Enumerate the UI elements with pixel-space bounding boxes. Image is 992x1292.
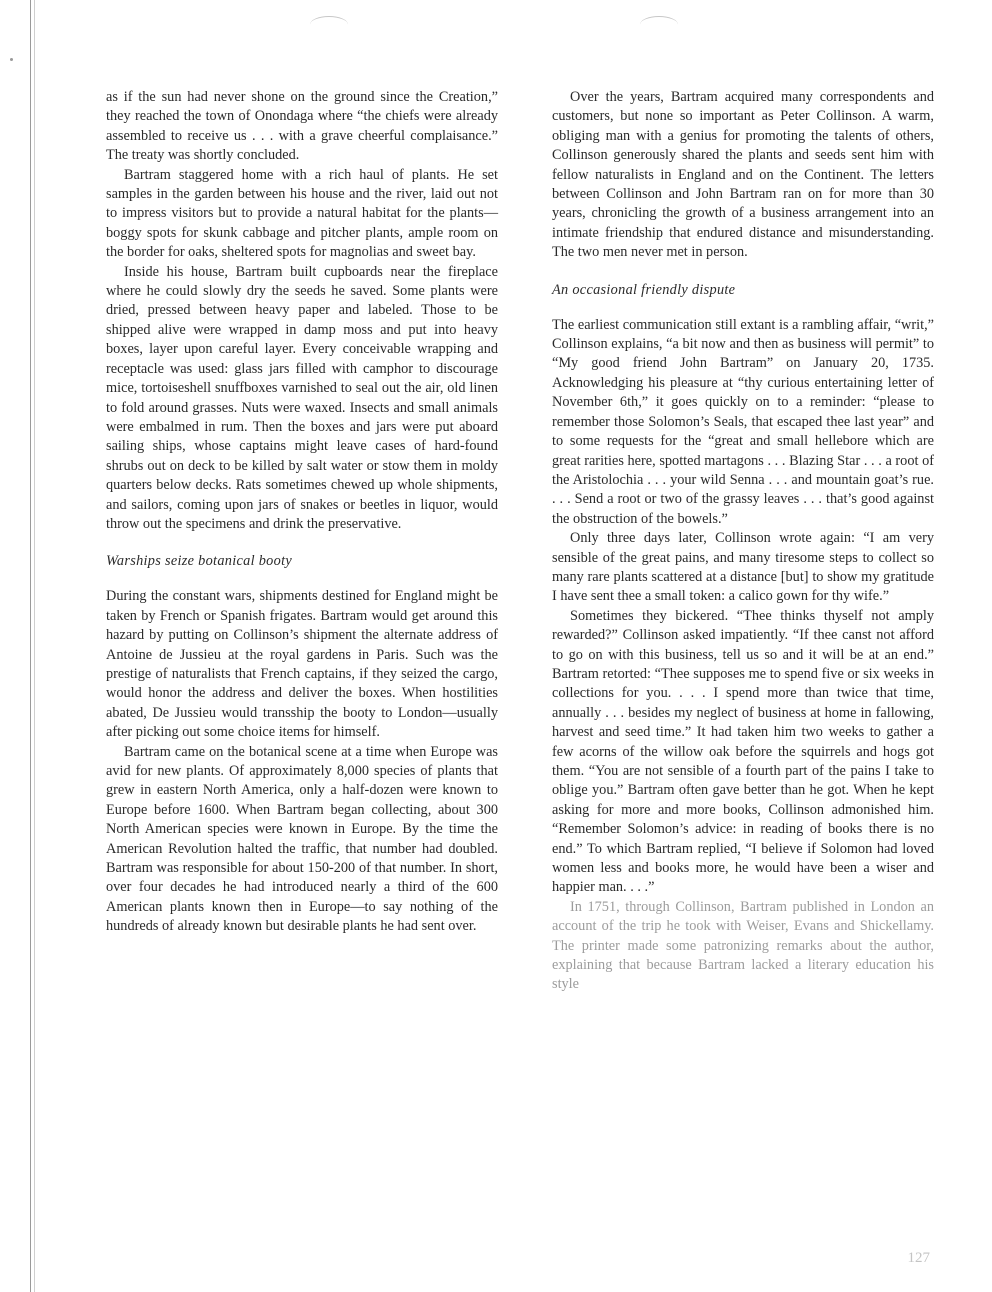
paragraph: Inside his house, Bartram built cupboards near the fireplace where he could slowly dry the seeds he saved. Some plants were dried, pressed between heavy paper and labeled. Those to be shipped alive were wrapped in damp moss and put into heavy boxes, layer upon careful layer. Every conceivable wrapping and receptacle was used: glass jars filled with camphor to discourage mice, tortoiseshell snuffboxes varnished to seal out the air, old linen to fold around grasses. Nuts were waxed. Insects and small animals were embalmed in rum. Then the boxes and jars were put aboard sailing ships, whose captains might leave cases of hard-found shrubs out on deck to be killed by salt water or stow them in moldy quarters below decks. Rats sometimes chewed up whole shipments, and sailors, coming upon jars of snakes or beetles in liquor, would throw out the specimens and drink the preservative. [106, 263, 498, 532]
paragraph: Bartram staggered home with a rich haul of plants. He set samples in the garden between his house and the river, laid out not to impress visitors but to provide a natural habitat for the plants—boggy spots for skunk cabbage and pitcher plants, ample room on the border for oaks, sheltered spots for magnolias and sweet bay. [106, 166, 498, 261]
section-heading: Warships seize botanical booty [106, 553, 292, 570]
paragraph: Sometimes they bickered. “Thee thinks thyself not amply rewarded?” Collinson asked impatiently. “If thee canst not afford to go on with this business, tell us so and it will be at an end.” Bartram retorted: “Thee supposes me to spend five or six weeks in collections for you. . . . I spend more than twice that time, annually . . . besides my neglect of business at home in fallowing, harvest and seed time.” It had taken him two weeks to gather a few acorns of the willow oak before the squirrels and hogs got them. “You are not sensible of a fourth part of the pains I take to oblige you.” Bartram often gave better than he got. When he kept asking for more and more books, Collinson admonished him. “Remember Solomon’s advice: in reading of books there is no end.” To which Bartram replied, “I believe if Solomon had loved women less and books more, he would have been a wiser and happier man. . . .” [552, 607, 934, 896]
top-scan-mark-right [640, 16, 678, 33]
margin-mark [10, 58, 13, 61]
right-column [552, 88, 934, 995]
paragraph: During the constant wars, shipments destined for England might be taken by French or Spanish frigates. Bartram would get around this hazard by putting on Collinson’s shipment the alternate address of Antoine de Jussieu at the royal gardens in Paris. Such was the prestige of naturalists that French captains, if they seized the cargo, would honor the address and deliver the boxes. When hostilities abated, De Jussieu would transship the booty to London—usually after picking out some choice items for himself. [106, 588, 498, 741]
binding-edge-line-inner [34, 0, 35, 1292]
paragraph: Over the years, Bartram acquired many correspondents and customers, but none so important as Peter Collinson. A warm, obliging man with a genius for promoting the talents of others, Collinson generously shared the plants and seeds sent him with fellow naturalists in England and on the Continent. The letters between Collinson and John Bartram ran on for more than 30 years, chronicling the growth of a business arrangement into an intimate friendship that endured distance and misunderstanding. The two men never met in person. [552, 89, 934, 261]
paragraph: In 1751, through Collinson, Bartram published in London an account of the trip he took with Weiser, Evans and Shickellamy. The printer made some patronizing remarks about the author, explaining that because Bartram lacked a literary education his style [552, 898, 934, 993]
left-column [106, 88, 498, 937]
page-number: 127 [907, 1250, 930, 1266]
paragraph: Bartram came on the botanical scene at a time when Europe was avid for new plants. Of approximately 8,000 species of plants that grew in eastern North America, only a half-dozen were known to Europe before 1600. When Bartram began collecting, about 300 North American species were known in Europe. By the time the American Revolution halted the traffic, that number had doubled. Bartram was responsible for about 150-200 of that number. In short, over four decades he had introduced nearly a third of the 600 American plants known then in Europe—to say nothing of the hundreds of already known but desirable plants he had sent over. [106, 743, 498, 935]
binding-edge-line [30, 0, 31, 1292]
paragraph: The earliest communication still extant is a rambling affair, “writ,” Collinson explains, “a bit now and then as business will permit” to “My good friend John Bartram” on January 20, 1735. Acknowledging his pleasure at “thy curious entertaining letter of November 6th,” it goes quickly on to a reminder: “please to remember those Solomon’s Seals, that escaped thee last year” and to some requests for the “great and small hellebore which are great rarities here, spotted martagons . . . Blazing Star . . . a root of the Aristolochia . . . your wild Senna . . . and mountain goat’s rue. . . . Send a root or two of the grassy leaves . . . that’s good against the obstruction of the bowels.” [552, 316, 934, 527]
paragraph: Only three days later, Collinson wrote again: “I am very sensible of the great pains, and many tiresome steps to collect so many rare plants scattered at a distance [but] to show my gratitude I have sent thee a small token: a calico gown for thy wife.” [552, 530, 934, 605]
paragraph: as if the sun had never shone on the ground since the Creation,” they reached the town of Onondaga where “the chiefs were already assembled to receive us . . . with a grave cheerful complaisance.” The treaty was shortly concluded. [106, 89, 498, 164]
top-scan-mark-left [310, 16, 348, 33]
section-heading: An occasional friendly dispute [552, 281, 736, 298]
